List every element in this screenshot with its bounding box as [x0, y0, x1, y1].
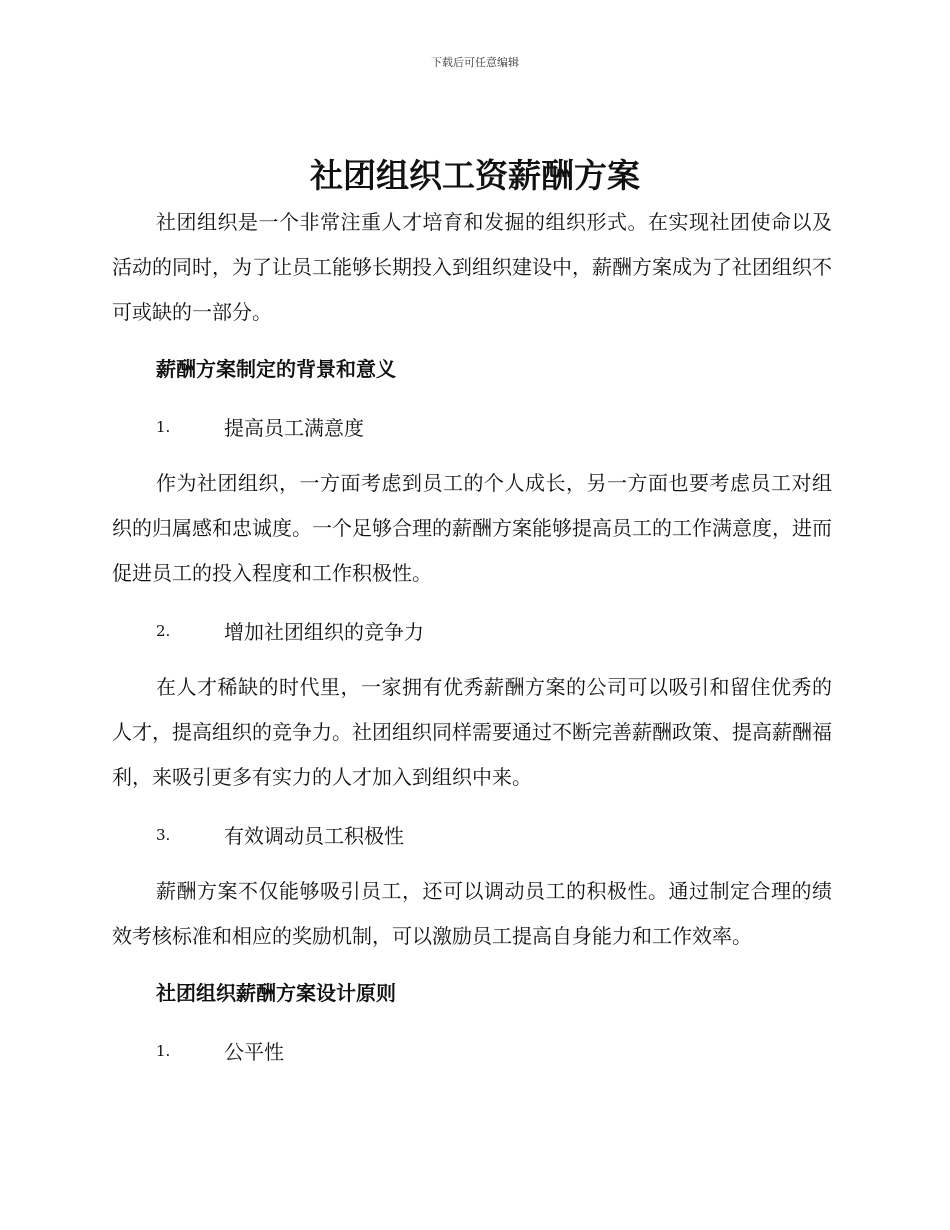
item-number: 1.: [156, 417, 171, 436]
item-paragraph: 薪酬方案不仅能够吸引员工，还可以调动员工的积极性。通过制定合理的绩效考核标准和相应的奖励机制，可以激励员工提高自身能力和工作效率。: [112, 879, 832, 948]
numbered-item-2: [112, 608, 832, 653]
page-header-note: 下载后可任意编辑: [431, 56, 519, 69]
item-title: 有效调动员工积极性: [224, 824, 404, 848]
item-title: 公平性: [224, 1040, 284, 1064]
section-heading-principles: 社团组织薪酬方案设计原则: [156, 981, 396, 1005]
item-title: 增加社团组织的竞争力: [224, 620, 424, 644]
item-paragraph: 作为社团组织，一方面考虑到员工的个人成长，另一方面也要考虑员工对组织的归属感和忠诚度。一个足够合理的薪酬方案能够提高员工的工作满意度，进而促进员工的投入程度和工作积极性。: [112, 471, 832, 585]
item-number: 1.: [156, 1041, 171, 1060]
numbered-item-principle-1: [112, 1028, 832, 1073]
item-number: 3.: [156, 825, 171, 844]
item-number: 2.: [156, 621, 171, 640]
item-paragraph: 在人才稀缺的时代里，一家拥有优秀薪酬方案的公司可以吸引和留住优秀的人才，提高组织的竞争力。社团组织同样需要通过不断完善薪酬政策、提高薪酬福利，来吸引更多有实力的人才加入到组织中来。: [112, 675, 832, 789]
numbered-item-3: [112, 812, 832, 857]
document-title: 社团组织工资薪酬方案: [310, 156, 640, 195]
intro-paragraph: 社团组织是一个非常注重人才培育和发掘的组织形式。在实现社团使命以及活动的同时，为了让员工能够长期投入到组织建设中，薪酬方案成为了社团组织不可或缺的一部分。: [112, 210, 832, 324]
section-heading-background: 薪酬方案制定的背景和意义: [156, 357, 396, 381]
item-title: 提高员工满意度: [224, 416, 364, 440]
numbered-item-1: [112, 404, 832, 449]
document-body: [112, 200, 832, 1073]
